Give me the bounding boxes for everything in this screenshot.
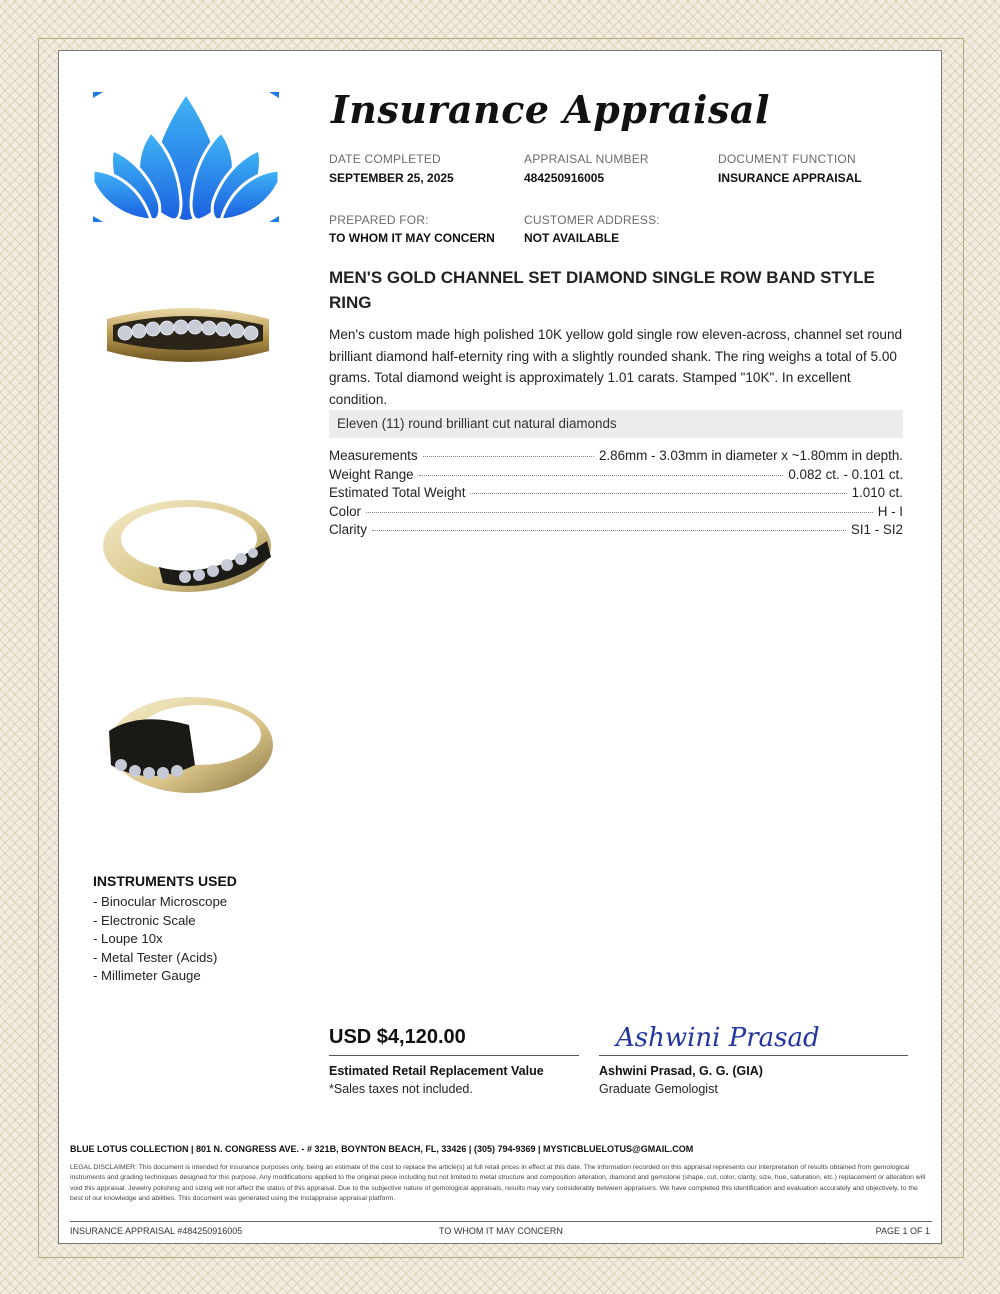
spec-row (329, 522, 903, 541)
ring-photo-side (99, 691, 275, 801)
spec-value: 2.86mm - 3.03mm in diameter x ~1.80mm in depth. (598, 448, 903, 463)
spec-key: Weight Range (329, 466, 414, 482)
footer-appraisal-id: INSURANCE APPRAISAL #484250916005 (70, 1226, 243, 1236)
customer-address-value: NOT AVAILABLE (524, 231, 620, 245)
instrument-item: - Binocular Microscope (93, 894, 228, 909)
appraiser-signature (614, 1016, 820, 1056)
document-function-value: INSURANCE APPRAISAL (718, 171, 862, 185)
dot-leader (419, 475, 784, 476)
spec-row (329, 485, 903, 504)
stones-heading: Eleven (11) round brilliant cut natural diamonds (329, 410, 903, 438)
spec-key: Color (329, 503, 361, 519)
instrument-item: - Electronic Scale (93, 912, 196, 928)
date-completed-label: DATE COMPLETED (329, 152, 441, 166)
sales-tax-note: *Sales taxes not included. (329, 1082, 473, 1096)
document-title: Insurance Appraisal (331, 87, 770, 132)
spec-value: 0.082 ct. - 0.101 ct. (788, 466, 903, 482)
signature-text: Ashwini Prasad (616, 1023, 820, 1053)
dot-leader (423, 456, 594, 457)
spec-row (329, 448, 903, 467)
value-rule (329, 1055, 579, 1056)
appraiser-title: Graduate Gemologist (599, 1082, 718, 1096)
item-description: Men's custom made high polished 10K yellow gold single row eleven-across, channel set round brilliant diamond half-eternity ring with a slightly rounded shank. The ring weighs a total of 5.00 grams. Total diamond weight is approximately 1.01 carats. Stamped "10K". In excellent condition. (329, 327, 903, 407)
spec-value: H - I (877, 503, 903, 519)
dot-leader (366, 512, 873, 513)
appraisal-number-label: APPRAISAL NUMBER (524, 152, 649, 166)
spec-key: Clarity (329, 522, 367, 538)
replacement-value: USD $4,120.00 (329, 1026, 466, 1048)
footer-recipient: TO WHOM IT MAY CONCERN (439, 1226, 563, 1236)
document-function-label: DOCUMENT FUNCTION (718, 152, 856, 166)
customer-address-label: CUSTOMER ADDRESS: (524, 213, 660, 227)
item-title: MEN'S GOLD CHANNEL SET DIAMOND SINGLE ROW BAND STYLE RING (329, 268, 875, 312)
legal-disclaimer: LEGAL DISCLAIMER: This document is intended for insurance purposes only, being an estimate of the cost to replace the article(s) at full retail prices in effect at this date. The information recorded on this appraisal represents our interpretation of results obtained from gemological instruments and grading techniques designed for this purpose. Any modifications applied to the original piece including but not limited to metal structure and composition alteration, diamond and gemstone (shape, cut, color, clarity, size, hue, saturation, etc.) replacement or alteration will void this appraisal. Jewelry polishing and sizing will not affect the status of this appraisal. Due to the subjective nature of gemological appraisals, results may vary considerably between appraisers. We have completed this identification and evaluation accurately and objectively, to the best of our knowledge and abilities. This document was generated using the Instappraise appraisal platform. (70, 1164, 926, 1203)
date-completed-value: SEPTEMBER 25, 2025 (329, 171, 454, 185)
instrument-item: - Metal Tester (Acids) (93, 949, 218, 965)
spec-row (329, 467, 903, 486)
dot-leader (470, 493, 846, 494)
footer-rule (70, 1221, 932, 1222)
spec-key: Estimated Total Weight (329, 485, 466, 501)
prepared-for-label: PREPARED FOR: (329, 213, 429, 227)
stone-specs (329, 448, 903, 541)
instrument-item: - Millimeter Gauge (93, 968, 201, 984)
spec-value: 1.010 ct. (851, 485, 903, 501)
appraiser-name: Ashwini Prasad, G. G. (GIA) (599, 1064, 763, 1078)
instruments-heading: INSTRUMENTS USED (93, 873, 237, 889)
dot-leader (372, 530, 846, 531)
footer-page-number: PAGE 1 OF 1 (875, 1226, 930, 1236)
appraisal-number-value: 484250916005 (524, 171, 605, 185)
company-address: BLUE LOTUS COLLECTION | 801 N. CONGRESS AVE. - # 321B, BOYNTON BEACH, FL, 33426 | (305) 794-9369 | MYSTICBLUELOTUS@GMAIL.COM (70, 1144, 694, 1154)
instrument-item: - Loupe 10x (93, 931, 163, 947)
lotus-logo (93, 92, 279, 222)
signature-rule (599, 1055, 908, 1056)
replacement-value-label: Estimated Retail Replacement Value (329, 1064, 544, 1078)
appraisal-page (58, 50, 942, 1244)
spec-value: SI1 - SI2 (850, 522, 903, 538)
spec-key: Measurements (329, 448, 418, 463)
ring-photo-top (99, 281, 275, 391)
prepared-for-value: TO WHOM IT MAY CONCERN (329, 231, 495, 245)
spec-row (329, 504, 903, 523)
instruments-list (93, 893, 227, 986)
ring-photo-angle (99, 491, 275, 601)
